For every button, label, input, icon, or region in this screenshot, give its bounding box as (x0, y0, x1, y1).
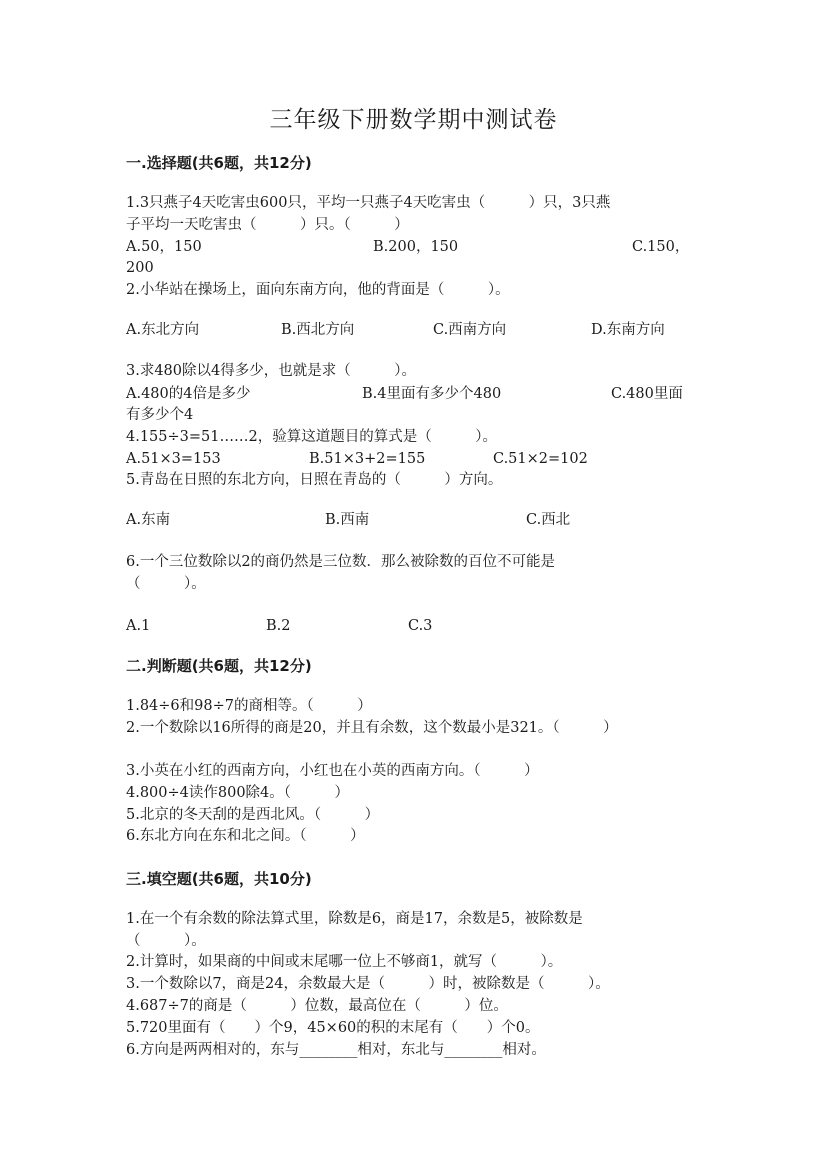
fill-item: 2.计算时，如果商的中间或末尾哪一位上不够商1，就写（ ）。 (126, 954, 563, 970)
option-a: A.东北方向 (126, 322, 200, 338)
question-line: 1.3只燕子4天吃害虫600只，平均一只燕子4天吃害虫（ ）只，3只燕 (126, 195, 611, 211)
option-b: B.西南 (325, 512, 370, 528)
judge-item: 5.北京的冬天刮的是西北风。（ ） (126, 807, 380, 823)
option-a: A.1 (126, 618, 151, 634)
judge-item: 1.84÷6和98÷7的商相等。（ ） (126, 698, 372, 714)
question-line: （ ）。 (126, 576, 206, 592)
question-line: 6.一个三位数除以2的商仍然是三位数．那么被除数的百位不可能是 (126, 554, 556, 570)
option-a: A.东南 (126, 512, 171, 528)
option-a: A.480的4倍是多少 (126, 386, 251, 402)
fill-item: 6.方向是两两相对的，东与________相对，东北与________相对。 (126, 1042, 546, 1058)
fill-item: 5.720里面有（ ）个9，45×60的积的末尾有（ ）个0。 (126, 1020, 540, 1036)
option-c: C.3 (408, 618, 433, 634)
question-line: 子平均一天吃害虫（ ）只。（ ） (126, 217, 409, 233)
option-c: C.480里面 (611, 386, 683, 402)
option-c: C.150， (632, 239, 690, 255)
judge-item: 2.一个数除以16所得的商是20，并且有余数，这个数最小是321。（ ） (126, 720, 618, 736)
option-b: B.西北方向 (281, 322, 355, 338)
question-line: 3.求480除以4得多少，也就是求（ ）。 (126, 363, 416, 379)
judge-item: 6.东北方向在东和北之间。（ ） (126, 828, 365, 844)
section-heading-judge: 二.判断题(共6题，共12分) (126, 657, 312, 675)
fill-item: 4.687÷7的商是（ ）位数，最高位在（ ）位。 (126, 998, 508, 1014)
option-c: C.西南方向 (433, 322, 507, 338)
question-line: 5.青岛在日照的东北方向，日照在青岛的（ ）方向。 (126, 472, 503, 488)
option-c-continued: 有多少个4 (126, 407, 194, 423)
option-c-continued: 200 (126, 260, 154, 276)
page-title: 三年级下册数学期中测试卷 (269, 107, 558, 133)
option-b: B.51×3+2=155 (309, 451, 426, 467)
question-line: 4.155÷3=51……2，验算这道题目的算式是（ ）。 (126, 429, 497, 445)
fill-item: 1.在一个有余数的除法算式里，除数是6，商是17，余数是5，被除数是 (126, 911, 583, 927)
option-a: A.51×3=153 (126, 451, 221, 467)
option-b: B.200，150 (373, 239, 459, 255)
question-line: 2.小华站在操场上，面向东南方向，他的背面是（ ）。 (126, 282, 510, 298)
section-heading-choice: 一.选择题(共6题，共12分) (126, 154, 312, 172)
option-a: A.50，150 (126, 239, 202, 255)
option-c: C.西北 (526, 512, 571, 528)
section-heading-fill: 三.填空题(共6题，共10分) (126, 870, 312, 888)
option-c: C.51×2=102 (493, 451, 588, 467)
judge-item: 4.800÷4读作800除4。（ ） (126, 785, 350, 801)
fill-item: （ ）。 (126, 933, 206, 949)
fill-item: 3.一个数除以7，商是24，余数最大是（ ）时，被除数是（ ）。 (126, 976, 610, 992)
option-d: D.东南方向 (591, 322, 665, 338)
option-b: B.4里面有多少个480 (362, 386, 502, 402)
option-b: B.2 (266, 618, 291, 634)
judge-item: 3.小英在小红的西南方向，小红也在小英的西南方向。（ ） (126, 763, 539, 779)
